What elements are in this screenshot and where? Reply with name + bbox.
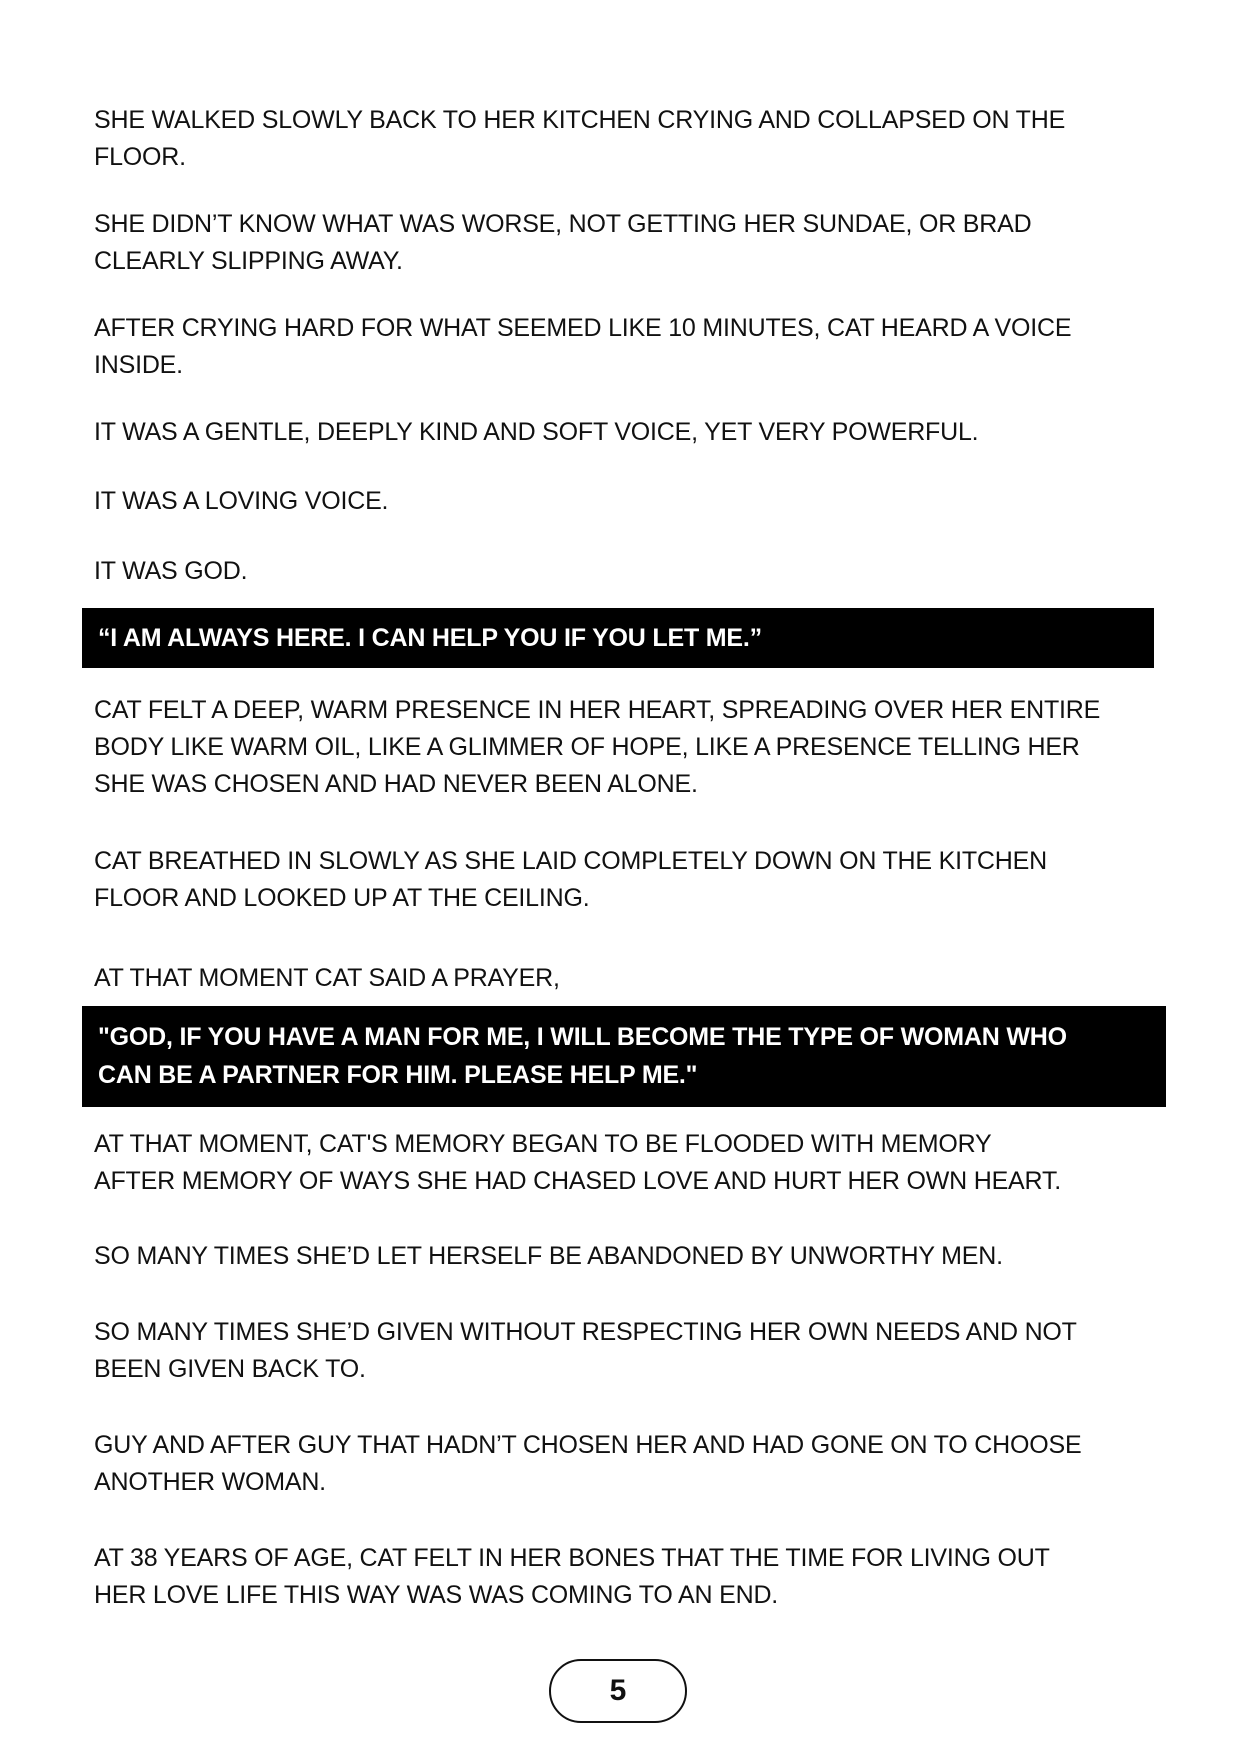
page-number-badge bbox=[549, 1659, 687, 1723]
paragraph-said-a-prayer: AT THAT MOMENT CAT SAID A PRAYER, bbox=[94, 964, 560, 992]
paragraph-heard-a-voice: AFTER CRYING HARD FOR WHAT SEEMED LIKE 10 MINUTES, CAT HEARD A VOICE INSIDE. bbox=[94, 314, 1072, 379]
callout-god-quote-text: “I AM ALWAYS HERE. I CAN HELP YOU IF YOU LET ME.” bbox=[98, 624, 762, 652]
paragraph-flooded-with-memory: AT THAT MOMENT, CAT'S MEMORY BEGAN TO BE FLOODED WITH MEMORY AFTER MEMORY OF WAYS SHE HAD CHASED LOVE AND HURT HER OWN HEART. bbox=[94, 1130, 1061, 1195]
paragraph-gentle-voice: IT WAS A GENTLE, DEEPLY KIND AND SOFT VOICE, YET VERY POWERFUL. bbox=[94, 418, 979, 446]
paragraph-abandoned-by-unworthy-men: SO MANY TIMES SHE’D LET HERSELF BE ABANDONED BY UNWORTHY MEN. bbox=[94, 1242, 1003, 1270]
paragraph-38-years-of-age: AT 38 YEARS OF AGE, CAT FELT IN HER BONES THAT THE TIME FOR LIVING OUT HER LOVE LIFE THIS WAY WAS WAS COMING TO AN END. bbox=[94, 1544, 1050, 1609]
paragraph-guy-after-guy: GUY AND AFTER GUY THAT HADN’T CHOSEN HER AND HAD GONE ON TO CHOOSE ANOTHER WOMAN. bbox=[94, 1431, 1082, 1496]
paragraph-sundae-or-brad: SHE DIDN’T KNOW WHAT WAS WORSE, NOT GETTING HER SUNDAE, OR BRAD CLEARLY SLIPPING AWAY. bbox=[94, 210, 1032, 275]
paragraph-collapsed-on-floor: SHE WALKED SLOWLY BACK TO HER KITCHEN CRYING AND COLLAPSED ON THE FLOOR. bbox=[94, 106, 1066, 171]
callout-prayer bbox=[82, 1006, 1166, 1107]
paragraph-warm-presence: CAT FELT A DEEP, WARM PRESENCE IN HER HEART, SPREADING OVER HER ENTIRE BODY LIKE WARM OIL, LIKE A GLIMMER OF HOPE, LIKE A PRESENCE TELLING HER SHE WAS CHOSEN AND HAD NEVER BEEN ALONE. bbox=[94, 696, 1101, 798]
paragraph-it-was-god: IT WAS GOD. bbox=[94, 557, 248, 585]
callout-prayer-text: "GOD, IF YOU HAVE A MAN FOR ME, I WILL BECOME THE TYPE OF WOMAN WHO CAN BE A PARTNER FOR HIM. PLEASE HELP ME." bbox=[98, 1023, 1067, 1089]
page-number: 5 bbox=[609, 1674, 627, 1707]
paragraph-breathed-slowly: CAT BREATHED IN SLOWLY AS SHE LAID COMPLETELY DOWN ON THE KITCHEN FLOOR AND LOOKED UP AT THE CEILING. bbox=[94, 847, 1047, 912]
paragraph-loving-voice: IT WAS A LOVING VOICE. bbox=[94, 487, 389, 515]
paragraph-given-without-respecting: SO MANY TIMES SHE’D GIVEN WITHOUT RESPECTING HER OWN NEEDS AND NOT BEEN GIVEN BACK TO. bbox=[94, 1318, 1077, 1383]
callout-god-quote bbox=[82, 608, 1154, 668]
